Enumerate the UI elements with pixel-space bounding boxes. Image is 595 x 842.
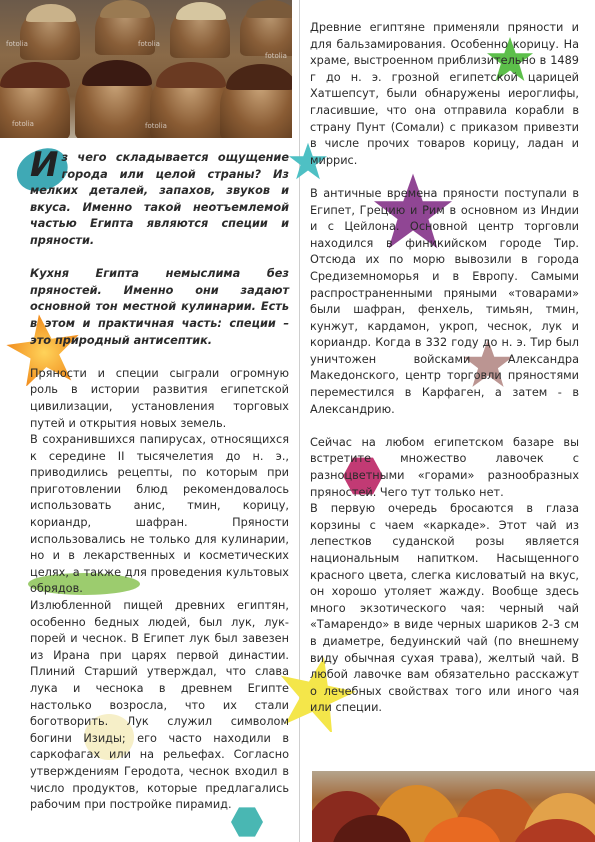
spice-heap [26, 4, 76, 22]
lead-paragraph-2: Кухня Египта немыслима без пряностей. Именно они задают основной тон местной кулинарии. Есть в этом и практичная часть: специи – это природный антисептик. [30, 267, 289, 347]
watermark: fotolia [138, 40, 160, 48]
body-paragraph: Излюбленной пищей древних египтян, особенно бедных людей, был лук, лук-порей и чеснок. В Египет лук был завезен из Ирана при царях первой династии. Плиний Старший утверждал, что слава лука и чеснока в древнем Египте настолько возросла, что их стали боготворить. Лук служил символом богини Изиды; его часто находили в саркофагах или на рельефах. Согласно утверждениям Геродота, чеснок входил в число продуктов, которые предлагались рабочим при постройке пирамид. [30, 599, 289, 812]
watermark: fotolia [6, 40, 28, 48]
intro-paragraph: Из чего складывается ощущение города или целой страны? Из мелких деталей, запахов, звуков и вкуса. Именно такой неотъемлемой частью Египта являются специи и пряности. [30, 145, 289, 247]
body-paragraph: В античные времена пряности поступали в Египет, Грецию и Рим в основном из Индии и с Цейлона. Основной центр торговли находился в финикийском городе Тир. Отсюда их по морю вывозили в города Средиземноморья и в Европу. Самыми распространенными пряными «товарами» были шафран, фенхель, тимьян, тмин, кунжут, кардамон, укроп, чеснок, лук и кориандр. Когда в 332 году до н. э. Тир был уничтожен войсками Александра Македонского, центр торговли пряностями переместился в Карфаген, а затем - в Александрию. [310, 186, 579, 416]
spice-heap [226, 64, 292, 90]
market-baskets-photo [0, 0, 292, 138]
body-paragraph: В сохранившихся папирусах, относящихся к середине II тысячелетия до н. э., приводились рецепты, по которым при приготовлении блюд рекомендовалось использовать анис, тмин, корицу, кориандр, шафран. Пряности использовались не только для кулинарии, но и в лекарственных и косметических целях, а также для проведения культовых обрядов. [30, 433, 289, 596]
watermark: fotolia [12, 120, 34, 128]
spice-heap [100, 0, 150, 18]
body-paragraph: В первую очередь бросаются в глаза корзины с чаем «каркаде». Этот чай из лепестков суданской розы является национальным напитком. Насыщенного красного цвета, слегка кисловатый на вкус, он хорошо утоляет жажду. Вообще здесь много экзотического чая: черный чай «Тамарендо» в виде черных шариков 2-3 см в диаметре, бедуинский чай (по внешнему виду обычная сухая трава), желтый чай. В любой лавочке вам обязательно расскажут о лечебных свойствах того или иного чая или специи. [310, 502, 579, 715]
body-paragraph: Сейчас на любом египетском базаре вы встретите множество лавочек с разноцветными «горами» разнообразных пряностей. Чего тут только нет. [310, 435, 579, 499]
left-column [30, 145, 289, 814]
spice-heap [0, 62, 70, 88]
right-column [310, 20, 579, 717]
spices-photo [312, 771, 595, 842]
spice-heap [176, 2, 226, 20]
watermark: fotolia [145, 122, 167, 130]
spice-heap [246, 0, 292, 18]
spice-heap [156, 62, 226, 88]
body-paragraph: Пряности и специи сыграли огромную роль в истории развития египетской цивилизации, установления торговых путей и открытия новых земель. [30, 366, 289, 430]
watermark: fotolia [265, 52, 287, 60]
drop-cap: И [30, 145, 59, 185]
body-paragraph: Древние египтяне применяли пряности и для бальзамирования. Особенно корицу. На храме, выстроенном приблизительно в 1489 г до н. э. грозной египетской царицей Хатшепсут, были обнаружены иероглифы, гласившие, что она отправила корабли в страну Пунт (Сомали) с приказом привезти в числе прочих товаров корицу, ладан и миррис. [310, 21, 579, 167]
spice-heap [82, 60, 152, 86]
